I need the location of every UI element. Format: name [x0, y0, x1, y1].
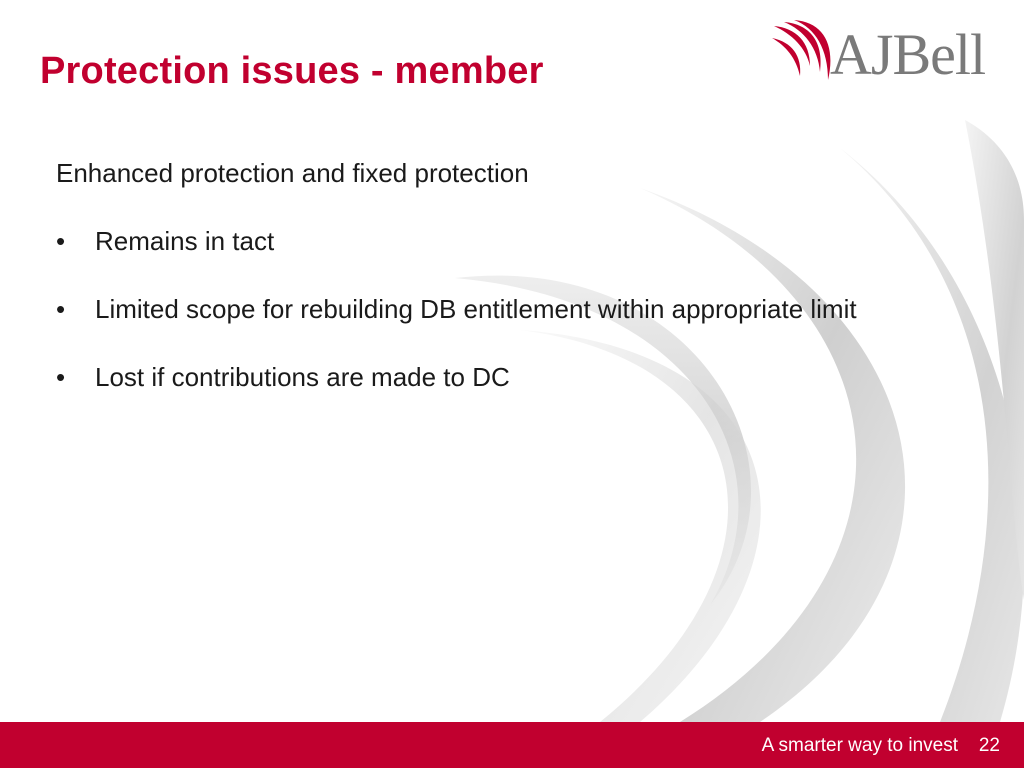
- list-item-text: Limited scope for rebuilding DB entitlement within appropriate limit: [95, 294, 857, 324]
- bullet-icon: •: [56, 226, 66, 256]
- bullet-icon: •: [56, 362, 66, 392]
- bullet-list: [56, 224, 886, 394]
- subheading: Enhanced protection and fixed protection: [56, 158, 529, 188]
- logo-wordmark: AJBell: [830, 22, 986, 87]
- page-title: Protection issues - member: [40, 50, 544, 92]
- brand-logo: [770, 20, 1010, 100]
- footer-tagline: A smarter way to invest: [761, 735, 958, 756]
- page-number: 22: [978, 735, 1000, 756]
- list-item-text: Remains in tact: [95, 226, 275, 256]
- bullet-icon: •: [56, 294, 66, 324]
- footer-bar: [0, 722, 1024, 768]
- logo-swoosh-icon: [770, 20, 834, 86]
- list-item-text: Lost if contributions are made to DC: [95, 362, 510, 392]
- slide-body: [56, 156, 886, 428]
- list-item: [56, 360, 886, 394]
- list-item: [56, 224, 886, 258]
- list-item: [56, 292, 886, 326]
